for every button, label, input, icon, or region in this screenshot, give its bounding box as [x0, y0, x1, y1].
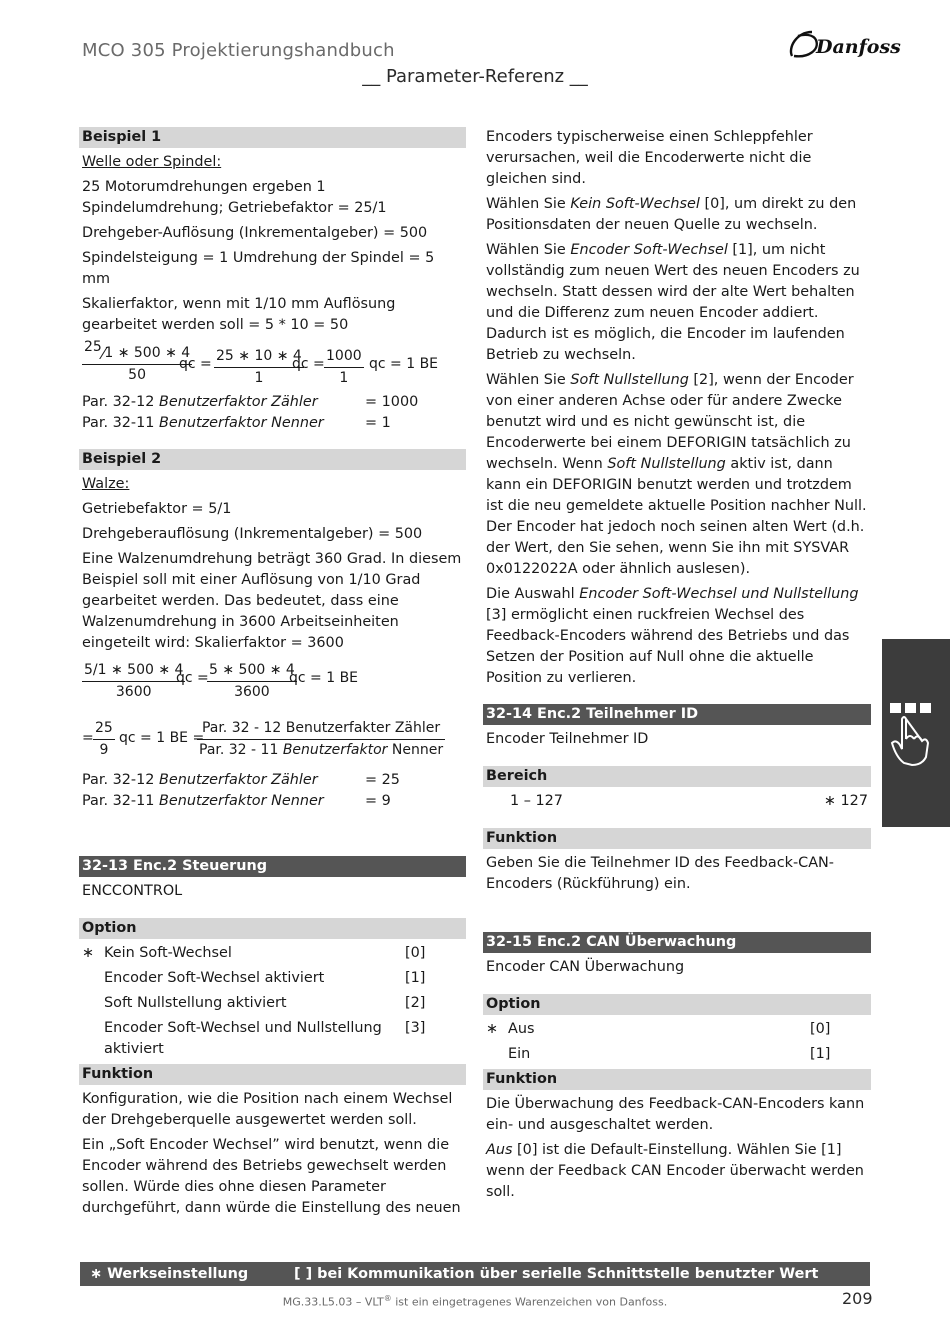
legend-bar — [80, 1262, 870, 1286]
formula-term: qc = — [176, 670, 209, 686]
parameter-row — [79, 392, 466, 413]
parameter-name: Benutzerfaktor Zähler — [159, 394, 318, 410]
formula-fraction: $\frac{25⁄1 ∗ 500 ∗ 4}{50}$ — [82, 342, 192, 386]
formula-term: qc = — [292, 356, 325, 372]
logo-text: Danfoss — [816, 36, 901, 58]
formula-term: qc = 1 BE = — [119, 730, 205, 746]
formula-fraction: $\frac{25 ∗ 10 ∗ 4}{1}$ — [216, 348, 302, 386]
parameter-row — [79, 413, 466, 434]
formula-fraction: $\frac{1000}{1}$ — [326, 348, 362, 386]
option-heading: Option — [79, 918, 466, 939]
option-label: Encoder Soft-Wechsel aktiviert — [104, 970, 325, 986]
left-column — [79, 127, 466, 1223]
parameter-number: Par. 32-11 — [82, 793, 155, 809]
formula-term: qc = 1 BE — [369, 356, 439, 372]
funktion-text: Konfiguration, wie die Position nach einem Wechsel der Drehgeberquelle ausgewertet werden soll. — [82, 1091, 453, 1128]
parameter-32-14-name: Encoder Teilnehmer ID — [486, 731, 649, 747]
example-1-text: Drehgeber-Auflösung (Inkrementalgeber) = 500 — [82, 225, 428, 241]
parameter-row — [79, 770, 466, 791]
option-list — [483, 1019, 871, 1065]
example-2-text: Getriebefaktor = 5/1 — [82, 501, 232, 517]
parameter-32-14-heading: 32-14 Enc.2 Teilnehmer ID — [483, 704, 871, 725]
funktion-heading: Funktion — [79, 1064, 466, 1085]
funktion-text: Die Überwachung des Feedback-CAN-Encoders kann ein- und ausgeschaltet werden. — [486, 1096, 865, 1133]
page-number: 209 — [842, 1289, 873, 1308]
example-2-subtitle: Walze: — [82, 476, 130, 492]
parameter-value: = 1000 — [365, 394, 419, 410]
parameter-value: = 9 — [365, 793, 391, 809]
parameter-name: Benutzerfaktor Zähler — [159, 772, 318, 788]
parameter-row — [79, 791, 466, 812]
chapter-tab — [882, 639, 950, 827]
parameter-32-15-heading: 32-15 Enc.2 CAN Überwachung — [483, 932, 871, 953]
option-value: [1] — [810, 1046, 831, 1062]
option-value: [0] — [810, 1021, 831, 1037]
option-row — [79, 1018, 466, 1060]
option-row — [483, 1019, 871, 1040]
range-value: 1 – 127 — [510, 793, 563, 809]
default-marker — [82, 968, 104, 989]
formula-term: 50 — [128, 367, 146, 383]
parameter-32-13-name: ENCCONTROL — [82, 883, 183, 899]
option-label: Ein — [508, 1046, 531, 1062]
document-title: MCO 305 Projektierungshandbuch — [82, 40, 395, 61]
option-value: [1] — [405, 970, 426, 986]
default-marker: ∗ — [82, 945, 95, 961]
parameter-32-15-name: Encoder CAN Überwachung — [486, 959, 685, 975]
option-value: [3] — [405, 1020, 426, 1036]
example-1-formula — [79, 340, 466, 390]
formula-fraction: $\frac{5/1 ∗ 500 ∗ 4}{3600}$ — [84, 662, 184, 700]
formula-term: = — [82, 730, 94, 746]
formula-term: qc = 1 BE — [289, 670, 359, 686]
body-text: Encoders typischerweise einen Schleppfehler verursachen, weil die Encoderwerte nicht die gleichen sind. — [486, 129, 813, 187]
example-2-formula — [79, 658, 466, 702]
parameter-value: = 1 — [365, 415, 391, 431]
parameter-number: Par. 32-12 — [82, 394, 155, 410]
example-2-heading: Beispiel 2 — [79, 449, 466, 470]
funktion-text: Aus [0] ist die Default-Einstellung. Wählen Sie [1] wenn der Feedback CAN Encoder überwacht werden soll. — [486, 1142, 864, 1200]
parameter-32-13-heading: 32-13 Enc.2 Steuerung — [79, 856, 466, 877]
funktion-heading: Funktion — [483, 828, 871, 849]
option-label: Soft Nullstellung aktiviert — [104, 995, 287, 1011]
option-heading: Option — [483, 994, 871, 1015]
formula-fraction: $\frac{25}{9}$ — [95, 720, 113, 758]
parameter-name: Benutzerfaktor Nenner — [159, 415, 324, 431]
trademark-note: MG.33.L5.03 – VLT® ist ein eingetragenes Warenzeichen von Danfoss. — [282, 1294, 668, 1309]
funktion-text: Geben Sie die Teilnehmer ID des Feedback-CAN-Encoders (Rückführung) ein. — [486, 855, 834, 892]
formula-fraction: Par. 32 - 12 Benutzerfakter Zähler Par. 32 - 11 Benutzerfaktor Nenner — [199, 720, 444, 758]
parameter-number: Par. 32-11 — [82, 415, 155, 431]
range-row — [483, 791, 871, 812]
funktion-text: Ein „Soft Encoder Wechsel” wird benutzt, wenn die Encoder während des Betriebs gewechselt werden sollen. Würde dies ohne diesen Parameter durchgeführt, dann würde die Einstellung des neuen — [82, 1137, 461, 1216]
example-2-text: Eine Walzenumdrehung beträgt 360 Grad. In diesem Beispiel soll mit einer Auflösung von 1/10 Grad gearbeitet werden. Das bedeutet, dass eine Walzenumdrehung in 3600 Arbeitseinheiten eingeteilt wird: Skalierfaktor = 3600 — [82, 551, 462, 651]
range-heading: Bereich — [483, 766, 871, 787]
option-row — [79, 968, 466, 989]
hand-pointer-icon — [882, 639, 950, 827]
formula-term: qc = — [179, 356, 212, 372]
default-marker — [82, 1018, 104, 1060]
default-value: ∗ 127 — [823, 793, 868, 809]
example-2-formula-2 — [79, 716, 466, 764]
option-row — [79, 943, 466, 964]
parameter-value: = 25 — [365, 772, 400, 788]
body-text: Wählen Sie Encoder Soft-Wechsel [1], um nicht vollständig zum neuen Wert des neuen Encoders zu wechseln. Statt dessen wird der alte Wert behalten und die Differenz zum neuen Encoder addiert. Dadurch ist es möglich, die Encoder im laufenden Betrieb zu wechseln. — [486, 242, 860, 363]
body-text: Wählen Sie Kein Soft-Wechsel [0], um direkt zu den Positionsdaten der neuen Quelle zu wechseln. — [486, 196, 857, 233]
option-label: Aus — [508, 1021, 535, 1037]
legend-bracket: [ ] bei Kommunikation über serielle Schnittstelle benutzter Wert — [294, 1266, 819, 1282]
section-title: __ Parameter-Referenz __ — [362, 66, 588, 87]
default-marker: ∗ — [486, 1021, 499, 1037]
option-value: [0] — [405, 945, 426, 961]
danfoss-logo — [786, 26, 901, 66]
example-1-text: 25 Motorumdrehungen ergeben 1 Spindelumdrehung; Getriebefaktor = 25/1 — [82, 179, 387, 216]
formula-term: ∗ 500 ∗ 4 — [117, 345, 191, 361]
parameter-number: Par. 32-12 — [82, 772, 155, 788]
example-2-text: Drehgeberauflösung (Inkrementalgeber) = 500 — [82, 526, 423, 542]
option-label: Encoder Soft-Wechsel und Nullstellung aktiviert — [104, 1020, 382, 1057]
formula-fraction: $\frac{5 ∗ 500 ∗ 4}{3600}$ — [209, 662, 295, 700]
example-1-text: Skalierfaktor, wenn mit 1/10 mm Auflösung gearbeitet werden soll = 5 * 10 = 50 — [82, 296, 396, 333]
formula-term: 1 — [104, 345, 114, 361]
example-1-subtitle: Welle oder Spindel: — [82, 154, 222, 170]
right-column — [483, 127, 871, 1207]
legend-default: ∗ Werkseinstellung — [90, 1266, 249, 1282]
option-value: [2] — [405, 995, 426, 1011]
option-label: Kein Soft-Wechsel — [104, 945, 232, 961]
option-row — [483, 1044, 871, 1065]
default-marker — [82, 993, 104, 1014]
example-1-heading: Beispiel 1 — [79, 127, 466, 148]
body-text: Wählen Sie Soft Nullstellung [2], wenn der Encoder von einer anderen Achse oder für andere Zwecke benutzt wird und es nicht gewünscht ist, die Encoderwerte bei einem DEFORIGIN tatsächlich zu wechseln. Wenn Soft Nullstellung aktiv ist, dann kann ein DEFORIGIN benutzt werden und trotzdem ist die neu gemeldete aktuelle Position nachher Null. Der Encoder hat jedoch noch seinen alten Wert (d.h. der Wert, den Sie sehen, wenn Sie ihn mit SYSVAR 0x0122022A oder ähnlich auslesen). — [486, 372, 867, 577]
funktion-heading: Funktion — [483, 1069, 871, 1090]
option-row — [79, 993, 466, 1014]
option-list — [79, 943, 466, 1060]
default-marker — [486, 1044, 508, 1065]
danfoss-logo-mark — [786, 26, 901, 62]
parameter-name: Benutzerfaktor Nenner — [159, 793, 324, 809]
formula-term: 25 — [84, 339, 102, 355]
body-text: Die Auswahl Encoder Soft-Wechsel und Nullstellung [3] ermöglicht einen ruckfreien Wechsel des Feedback-Encoders während des Betriebs und das Setzen der Position auf Null ohne die aktuelle Position zu verlieren. — [486, 586, 859, 686]
example-1-text: Spindelsteigung = 1 Umdrehung der Spindel = 5 mm — [82, 250, 435, 287]
